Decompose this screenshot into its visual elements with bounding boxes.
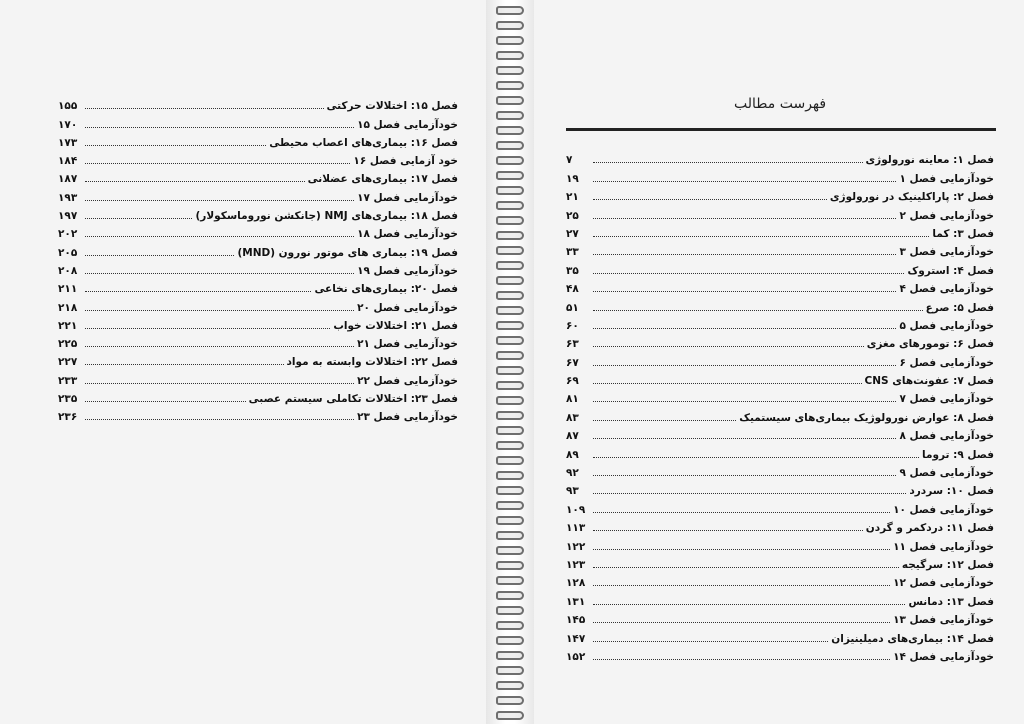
toc-entry — [58, 94, 458, 112]
toc-entry-page: ۲۱۱ — [58, 283, 78, 296]
dot-leader — [593, 493, 906, 494]
toc-entry-page: ۲۳۳ — [58, 374, 78, 387]
dot-leader — [593, 641, 828, 642]
toc-entry-page: ۸۷ — [566, 430, 579, 443]
toc-entry — [566, 166, 994, 184]
toc-entry-page: ۲۲۱ — [58, 319, 78, 332]
binding-coil — [496, 546, 524, 555]
toc-entry-page: ۸۹ — [566, 448, 579, 461]
dot-leader — [85, 401, 246, 402]
toc-entry — [566, 405, 994, 423]
toc-entry-page: ۶۷ — [566, 356, 579, 369]
binding-coil — [496, 516, 524, 525]
toc-entry — [58, 295, 458, 313]
dot-leader — [593, 401, 896, 402]
dot-leader — [593, 199, 827, 200]
dot-leader — [593, 420, 736, 421]
toc-entry-page: ۲۳۶ — [58, 411, 78, 424]
binding-coil — [496, 456, 524, 465]
toc-entry — [566, 295, 994, 313]
toc-entry-title: فصل ۱۲: سرگیجه — [901, 558, 994, 571]
dot-leader — [593, 273, 904, 274]
dot-leader — [85, 364, 284, 365]
toc-entry — [566, 222, 994, 240]
toc-entry-page: ۴۸ — [566, 283, 579, 296]
toc-entry-page: ۱۷۳ — [58, 136, 78, 149]
toc-entry-page: ۲۰۸ — [58, 264, 78, 277]
toc-entry-page: ۲۲۵ — [58, 338, 78, 351]
toc-entry-page: ۹۲ — [566, 467, 579, 480]
toc-entry-title: خودآزمایی فصل ۱۵ — [357, 118, 458, 131]
toc-entry-page: ۲۵ — [566, 209, 579, 222]
toc-entry-page: ۸۳ — [566, 411, 579, 424]
toc-entry-title: فصل ۵: صرع — [925, 301, 994, 314]
toc-entry — [566, 240, 994, 258]
toc-entry-title: خودآزمایی فصل ۲۰ — [357, 301, 458, 314]
binding-coil — [496, 591, 524, 600]
toc-entry — [58, 240, 458, 258]
spiral-binding — [486, 0, 534, 724]
toc-entry-page: ۱۸۷ — [58, 173, 78, 186]
toc-entry-page: ۲۰۵ — [58, 246, 78, 259]
toc-entry — [58, 387, 458, 405]
toc-entry — [566, 497, 994, 515]
dot-leader — [593, 328, 896, 329]
toc-entry-title: خودآزمایی فصل ۱۹ — [357, 264, 458, 277]
binding-coil — [496, 261, 524, 270]
toc-entry-title: فصل ۴: استروک — [907, 264, 994, 277]
toc-entry-title: خودآزمایی فصل ۳ — [899, 246, 994, 259]
toc-entry-title: فصل ۱۵: اختلالات حرکتی — [326, 100, 458, 113]
toc-entry-title: خودآزمایی فصل ۲ — [899, 209, 994, 222]
toc-entry — [566, 203, 994, 221]
toc-entry — [58, 314, 458, 332]
binding-coil — [496, 621, 524, 630]
toc-entry-page: ۱۳۱ — [566, 595, 586, 608]
toc-entry-page: ۸۱ — [566, 393, 579, 406]
toc-entry — [58, 368, 458, 386]
toc-entry-page: ۱۲۲ — [566, 540, 586, 553]
toc-entry-title: خودآزمایی فصل ۵ — [899, 319, 994, 332]
toc-entry-page: ۲۷ — [566, 227, 579, 240]
toc-entry-page: ۳۵ — [566, 264, 579, 277]
toc-entry-page: ۱۸۴ — [58, 155, 78, 168]
dot-leader — [85, 273, 354, 274]
dot-leader — [593, 475, 896, 476]
toc-entry — [566, 387, 994, 405]
toc-entry-title: خودآزمایی فصل ۱۳ — [893, 614, 994, 627]
toc-entry-page: ۱۴۷ — [566, 632, 586, 645]
toc-entry — [566, 534, 994, 552]
dot-leader — [593, 236, 929, 237]
binding-coil — [496, 36, 524, 45]
toc-entry-title: خود آزمایی فصل ۱۶ — [353, 155, 458, 168]
dot-leader — [85, 181, 305, 182]
dot-leader — [85, 200, 354, 201]
toc-entry-title: خودآزمایی فصل ۱۱ — [893, 540, 994, 553]
toc-entry-page: ۱۹ — [566, 172, 579, 185]
binding-coil — [496, 126, 524, 135]
binding-coil — [496, 381, 524, 390]
toc-entry-title: فصل ۱۳: دمانس — [908, 595, 994, 608]
toc-entry-title: فصل ۲۰: بیماری‌های نخاعی — [314, 283, 458, 296]
binding-coil — [496, 321, 524, 330]
binding-coil — [496, 276, 524, 285]
dot-leader — [593, 622, 890, 623]
toc-entry — [566, 314, 994, 332]
binding-coil — [496, 501, 524, 510]
dot-leader — [593, 254, 896, 255]
toc-entry-title: فصل ۸: عوارض نورولوژیک بیماری‌های سیستمیک — [739, 411, 994, 424]
toc-entry — [566, 608, 994, 626]
toc-entry — [566, 424, 994, 442]
binding-coil — [496, 21, 524, 30]
dot-leader — [85, 419, 354, 420]
binding-coil — [496, 291, 524, 300]
binding-coil — [496, 51, 524, 60]
dot-leader — [593, 162, 863, 163]
dot-leader — [593, 549, 890, 550]
toc-entry — [58, 112, 458, 130]
binding-coil — [496, 696, 524, 705]
binding-coil — [496, 201, 524, 210]
toc-entry-title: خودآزمایی فصل ۷ — [899, 393, 994, 406]
toc-entry-title: خودآزمایی فصل ۱۲ — [893, 577, 994, 590]
toc-entry-title: خودآزمایی فصل ۱ — [899, 172, 994, 185]
dot-leader — [593, 346, 864, 347]
binding-coil — [496, 111, 524, 120]
toc-heading: فهرست مطالب — [734, 96, 827, 112]
toc-entry — [566, 148, 994, 166]
binding-coil — [496, 561, 524, 570]
toc-entry — [58, 222, 458, 240]
toc-entry — [566, 626, 994, 644]
dot-leader — [593, 181, 896, 182]
toc-entry-title: خودآزمایی فصل ۸ — [899, 430, 994, 443]
toc-entry-title: فصل ۱۱: دردکمر و گردن — [865, 522, 994, 535]
dot-leader — [85, 163, 350, 164]
dot-leader — [593, 218, 896, 219]
toc-entry — [566, 461, 994, 479]
toc-entry-title: فصل ۳: کما — [932, 227, 994, 240]
dot-leader — [593, 585, 890, 586]
binding-coil — [496, 636, 524, 645]
toc-entry — [58, 204, 458, 222]
binding-coil — [496, 531, 524, 540]
dot-leader — [593, 457, 919, 458]
toc-entry-page: ۲۰۲ — [58, 228, 78, 241]
binding-coil — [496, 156, 524, 165]
toc-entry-page: ۱۱۳ — [566, 522, 586, 535]
toc-entry — [566, 442, 994, 460]
left-page — [0, 0, 486, 724]
toc-entry — [58, 131, 458, 149]
toc-entry-page: ۲۱ — [566, 191, 579, 204]
toc-entry — [566, 516, 994, 534]
dot-leader — [593, 438, 896, 439]
toc-entry-title: خودآزمایی فصل ۲۲ — [357, 374, 458, 387]
dot-leader — [85, 346, 354, 347]
binding-coil — [496, 576, 524, 585]
toc-entry-page: ۱۹۳ — [58, 191, 78, 204]
binding-coil — [496, 306, 524, 315]
toc-entry-title: فصل ۲۳: اختلالات تکاملی سیستم عصبی — [248, 393, 458, 406]
toc-entry-title: خودآزمایی فصل ۱۰ — [893, 503, 994, 516]
toc-entry-page: ۱۲۸ — [566, 577, 586, 590]
toc-entry — [58, 167, 458, 185]
toc-entry-title: فصل ۱۴: بیماری‌های دمیلینیزان — [831, 632, 994, 645]
toc-entry-page: ۱۹۷ — [58, 210, 78, 223]
dot-leader — [593, 365, 896, 366]
toc-entry-title: فصل ۶: تومورهای مغزی — [866, 338, 994, 351]
dot-leader — [85, 255, 234, 256]
toc-entry — [566, 332, 994, 350]
dot-leader — [593, 383, 862, 384]
binding-coil — [496, 66, 524, 75]
toc-entry-page: ۹۳ — [566, 485, 579, 498]
toc-entry-page: ۵۱ — [566, 301, 579, 314]
right-page — [534, 0, 1024, 724]
binding-coil — [496, 141, 524, 150]
dot-leader — [85, 108, 324, 109]
toc-entry-title: خودآزمایی فصل ۴ — [899, 283, 994, 296]
binding-coil — [496, 471, 524, 480]
dot-leader — [85, 291, 311, 292]
toc-entry-page: ۶۳ — [566, 338, 579, 351]
binding-coil — [496, 426, 524, 435]
dot-leader — [85, 218, 192, 219]
toc-entry-title: خودآزمایی فصل ۱۷ — [357, 191, 458, 204]
dot-leader — [85, 236, 354, 237]
toc-entry-page: ۱۲۳ — [566, 558, 586, 571]
toc-entry-page: ۱۵۲ — [566, 650, 586, 663]
toc-entry-title: فصل ۲۱: اختلالات خواب — [333, 319, 458, 332]
binding-coil — [496, 666, 524, 675]
toc-entry-title: فصل ۲۲: اختلالات وابسته به مواد — [286, 356, 458, 369]
dot-leader — [85, 383, 354, 384]
dot-leader — [593, 512, 890, 513]
toc-entry — [58, 277, 458, 295]
toc-entry-page: ۱۵۵ — [58, 100, 78, 113]
dot-leader — [593, 604, 905, 605]
toc-entry-page: ۲۳۵ — [58, 393, 78, 406]
toc-entry-title: فصل ۱۹: بیماری های موتور نورون (MND) — [237, 246, 458, 259]
binding-coil — [496, 336, 524, 345]
dot-leader — [593, 530, 863, 531]
binding-coil — [496, 711, 524, 720]
binding-coil — [496, 96, 524, 105]
toc-entry-page: ۶۹ — [566, 375, 579, 388]
toc-entry-title: خودآزمایی فصل ۲۳ — [357, 411, 458, 424]
toc-entry-page: ۱۴۵ — [566, 614, 586, 627]
binding-coil — [496, 351, 524, 360]
binding-coil — [496, 441, 524, 450]
binding-coil — [496, 186, 524, 195]
toc-entry — [58, 259, 458, 277]
toc-entry-title: فصل ۲: پاراکلینیک در نورولوژی — [829, 191, 994, 204]
binding-coil — [496, 486, 524, 495]
toc-entry-title: فصل ۱: معاینه نورولوژی — [865, 154, 994, 167]
dot-leader — [593, 567, 899, 568]
toc-entry-page: ۱۰۹ — [566, 503, 586, 516]
toc-entry-page: ۶۰ — [566, 319, 579, 332]
dot-leader — [85, 127, 354, 128]
toc-entry — [566, 589, 994, 607]
dot-leader — [85, 328, 330, 329]
toc-entry-title: خودآزمایی فصل ۱۸ — [357, 228, 458, 241]
toc-entry — [566, 277, 994, 295]
toc-entry — [566, 553, 994, 571]
toc-entry-page: ۱۷۰ — [58, 118, 78, 131]
toc-entry — [58, 149, 458, 167]
toc-entry — [566, 185, 994, 203]
toc-entry-title: فصل ۱۸: بیماری‌های NMJ (جانکشن نوروماسکولار) — [195, 210, 458, 223]
dot-leader — [593, 310, 923, 311]
binding-coil — [496, 396, 524, 405]
toc-entry-title: فصل ۱۰: سردرد — [909, 485, 994, 498]
toc-entry-title: فصل ۷: عفونت‌های CNS — [864, 375, 994, 388]
binding-coil — [496, 606, 524, 615]
toc-entry-page: ۲۲۷ — [58, 356, 78, 369]
toc-list-right — [566, 148, 994, 663]
toc-entry-title: فصل ۱۶: بیماری‌های اعصاب محیطی — [269, 136, 458, 149]
toc-entry — [58, 332, 458, 350]
binding-coil — [496, 81, 524, 90]
binding-coil — [496, 6, 524, 15]
toc-list-left — [58, 94, 458, 423]
dot-leader — [85, 310, 354, 311]
toc-entry-title: فصل ۹: تروما — [922, 448, 994, 461]
toc-entry-page: ۷ — [566, 154, 573, 167]
binding-coil — [496, 171, 524, 180]
binding-coil — [496, 246, 524, 255]
toc-entry — [566, 479, 994, 497]
binding-coil — [496, 411, 524, 420]
toc-entry-page: ۲۱۸ — [58, 301, 78, 314]
binding-coil — [496, 651, 524, 660]
toc-entry-title: خودآزمایی فصل ۶ — [899, 356, 994, 369]
toc-entry — [566, 645, 994, 663]
toc-entry-title: فصل ۱۷: بیماری‌های عضلانی — [307, 173, 458, 186]
toc-entry-title: خودآزمایی فصل ۱۴ — [893, 650, 994, 663]
binding-coil — [496, 366, 524, 375]
toc-entry-title: خودآزمایی فصل ۲۱ — [357, 338, 458, 351]
toc-entry — [566, 369, 994, 387]
binding-coil — [496, 216, 524, 225]
toc-entry-title: خودآزمایی فصل ۹ — [899, 467, 994, 480]
binding-coil — [496, 231, 524, 240]
toc-entry — [58, 405, 458, 423]
toc-entry — [58, 185, 458, 203]
toc-entry — [58, 350, 458, 368]
toc-entry — [566, 258, 994, 276]
dot-leader — [593, 291, 896, 292]
heading-rule — [566, 128, 996, 131]
dot-leader — [593, 659, 890, 660]
toc-entry — [566, 571, 994, 589]
dot-leader — [85, 145, 266, 146]
binding-coil — [496, 681, 524, 690]
toc-entry-page: ۳۳ — [566, 246, 579, 259]
toc-entry — [566, 350, 994, 368]
